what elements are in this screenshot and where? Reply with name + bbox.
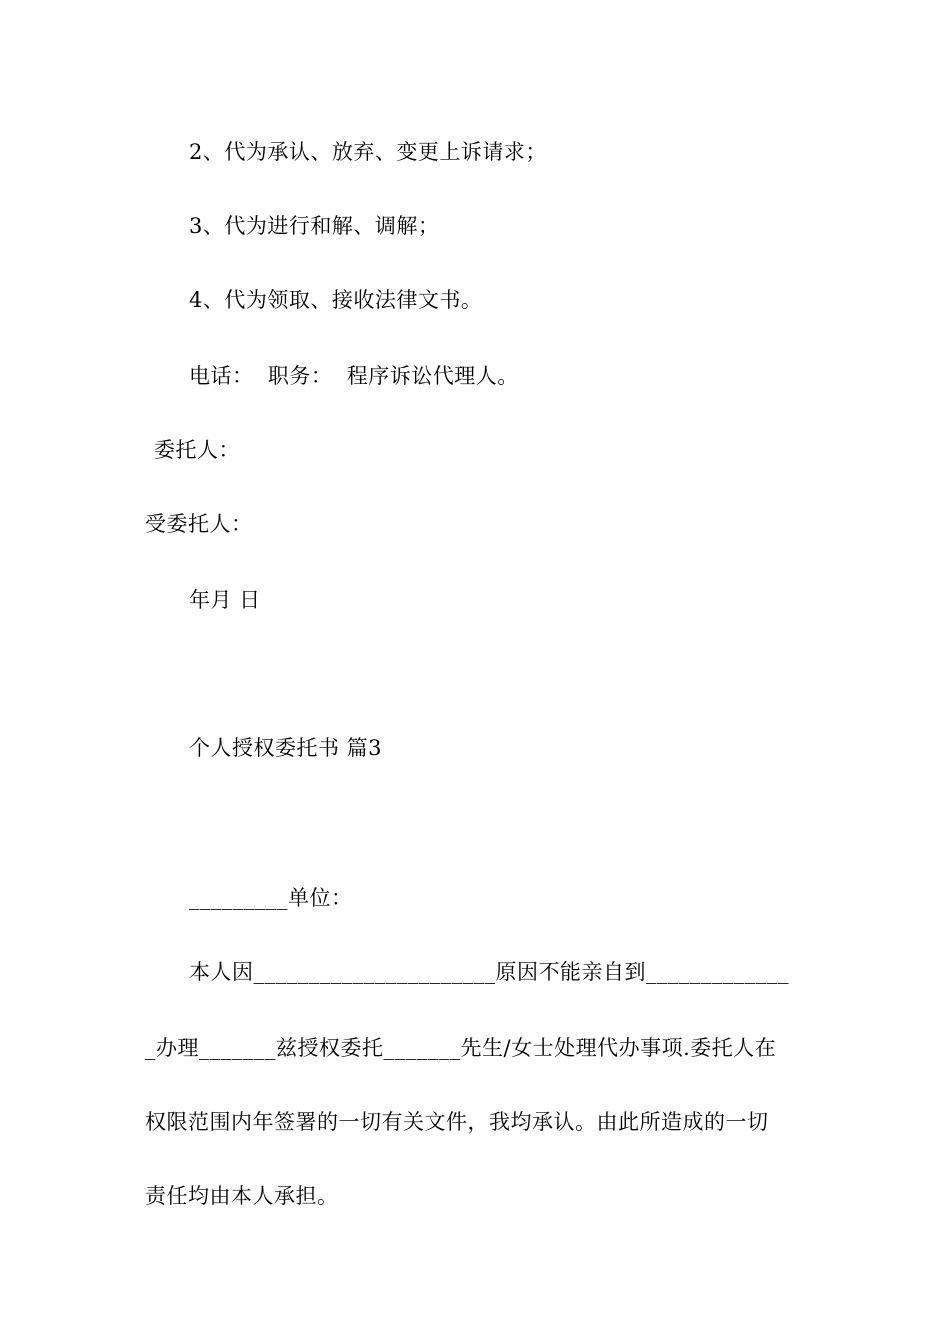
body-paragraph-line-4: 责任均由本人承担。	[145, 1184, 339, 1208]
item-3-settlement: 3、代为进行和解、调解；	[189, 214, 440, 238]
unit-line: _________单位：	[189, 886, 353, 910]
principal-label: 委托人：	[154, 438, 240, 462]
body-paragraph-line-2: _办理_______兹授权委托_______先生/女士处理代办事项.委托人在	[145, 1036, 777, 1060]
body-paragraph-line-1: 本人因______________________原因不能亲自到_____________	[189, 960, 789, 984]
section-title: 个人授权委托书 篇3	[189, 736, 383, 760]
phone-position-line: 电话： 职务： 程序诉讼代理人。	[189, 364, 519, 388]
body-paragraph-line-3: 权限范围内年签署的一切有关文件，我均承认。由此所造成的一切	[145, 1110, 769, 1134]
date-line: 年月 日	[189, 588, 261, 612]
item-4-legal-documents: 4、代为领取、接收法律文书。	[189, 288, 483, 312]
item-2-appeal-requests: 2、代为承认、放弃、变更上诉请求；	[189, 140, 547, 164]
agent-label: 受委托人：	[145, 512, 253, 536]
